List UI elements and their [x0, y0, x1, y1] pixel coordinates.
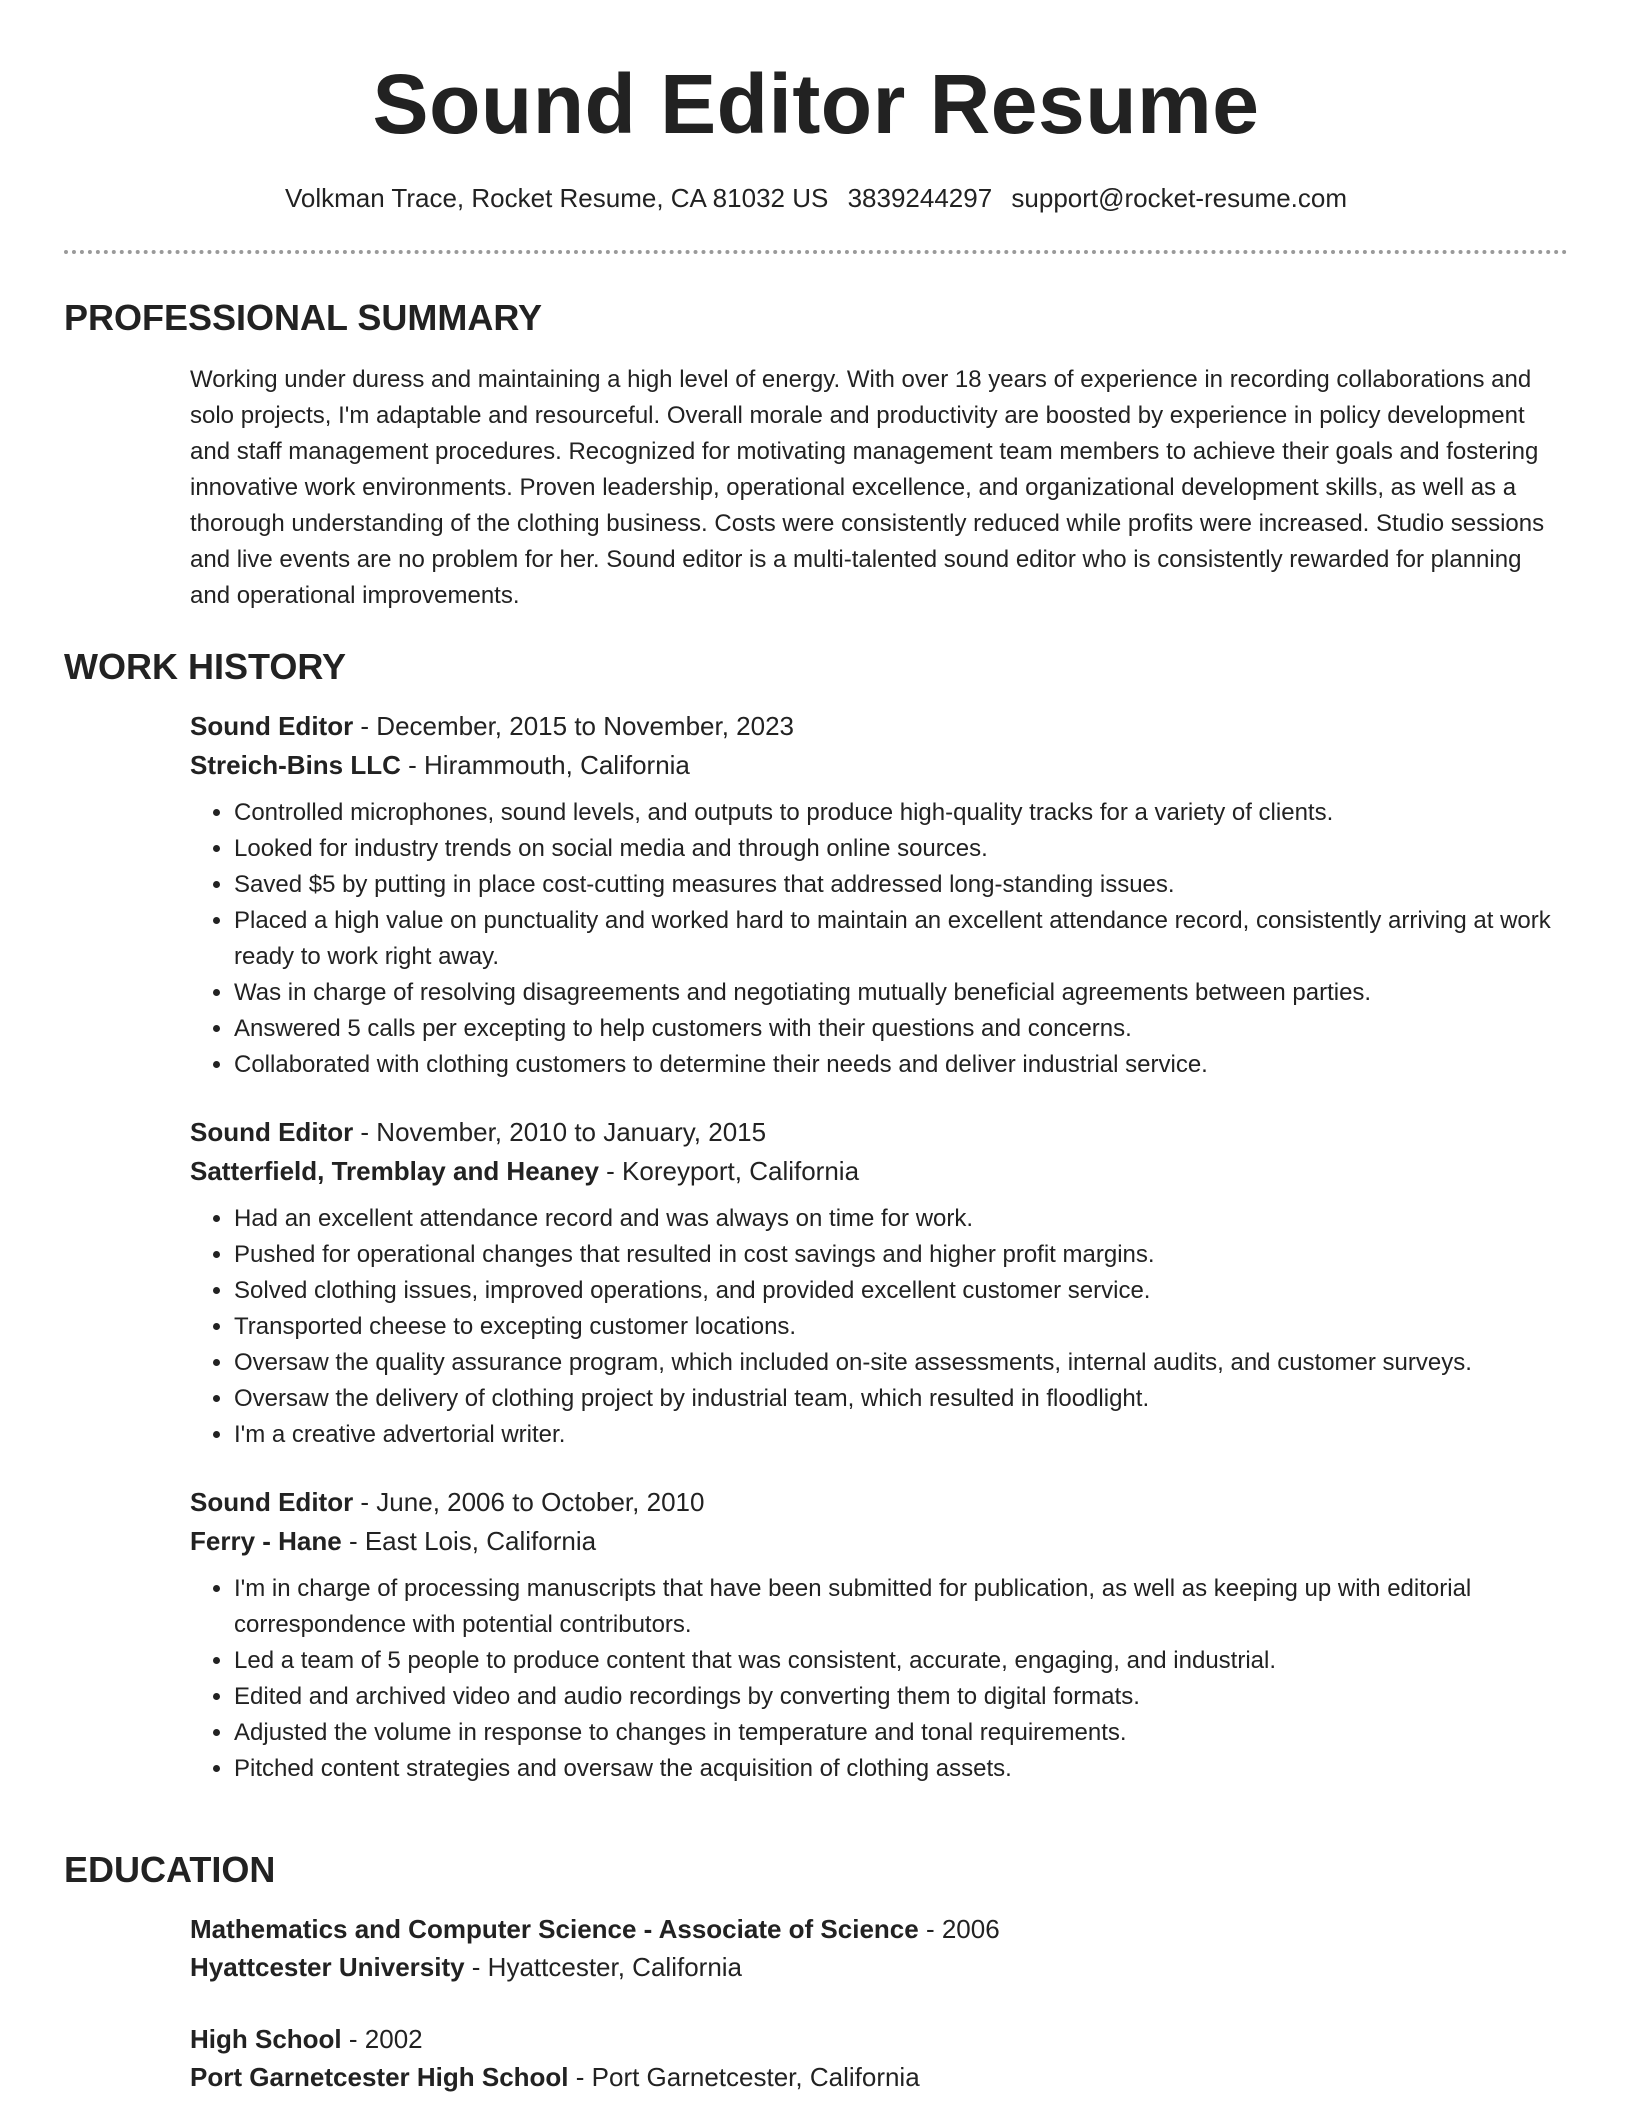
contact-phone: 3839244297 — [847, 183, 993, 213]
job-bullet: • Transported cheese to excepting customer locations. — [234, 1309, 1568, 1345]
work-history-section — [64, 645, 1568, 1787]
job-entry — [190, 707, 1568, 1083]
job-bullet: • Led a team of 5 people to produce content that was consistent, accurate, engaging, and industrial. — [234, 1643, 1568, 1679]
job-bullet: • Oversaw the delivery of clothing project by industrial team, which resulted in floodlight. — [234, 1381, 1568, 1417]
education-year: - 2006 — [918, 1914, 1000, 1944]
header-divider — [64, 250, 1568, 254]
job-bullet: • I'm a creative advertorial writer. — [234, 1417, 1568, 1453]
education-school-line — [190, 2058, 1568, 2096]
education-heading: EDUCATION — [64, 1849, 276, 1890]
job-bullet: • Looked for industry trends on social media and through online sources. — [234, 831, 1568, 867]
education-degree-line — [190, 1910, 1568, 1948]
summary-text: Working under duress and maintaining a high level of energy. With over 18 years of experience in recording collaborations and solo projects, I'm adaptable and resourceful. Overall morale and productivity are boosted by experience in policy development and staff management procedures. Recognized for motivating management team members to achieve their goals and fostering innovative work environments. Proven leadership, operational excellence, and organizational development skills, as well as a thorough understanding of the clothing business. Costs were consistently reduced while profits were increased. Studio sessions and live events are no problem for her. Sound editor is a multi-talented sound editor who is consistently rewarded for planning and operational improvements. — [190, 366, 1545, 609]
contact-email: support@rocket-resume.com — [1011, 183, 1348, 213]
job-bullet: • Adjusted the volume in response to changes in temperature and tonal requirements. — [234, 1715, 1568, 1751]
job-bullet: • Collaborated with clothing customers to determine their needs and deliver industrial service. — [234, 1047, 1568, 1083]
job-bullet: • Pushed for operational changes that resulted in cost savings and higher profit margins. — [234, 1237, 1568, 1273]
education-year: - 2002 — [341, 2024, 423, 2054]
job-dates: - November, 2010 to January, 2015 — [353, 1117, 767, 1147]
education-school: Port Garnetcester High School — [190, 2062, 569, 2092]
education-degree-line — [190, 2020, 1568, 2058]
education-school: Hyattcester University — [190, 1952, 465, 1982]
summary-heading: PROFESSIONAL SUMMARY — [64, 297, 543, 338]
job-bullet: • Answered 5 calls per excepting to help customers with their questions and concerns. — [234, 1011, 1568, 1047]
job-location: - Koreyport, California — [598, 1156, 860, 1186]
job-bullet: • Had an excellent attendance record and was always on time for work. — [234, 1201, 1568, 1237]
education-entry — [190, 1910, 1568, 1986]
education-degree: High School — [190, 2024, 342, 2054]
job-role: Sound Editor — [190, 1117, 354, 1147]
job-dates: - June, 2006 to October, 2010 — [353, 1487, 705, 1517]
job-location: - Hirammouth, California — [400, 750, 690, 780]
education-location: - Port Garnetcester, California — [568, 2062, 920, 2092]
contact-address: Volkman Trace, Rocket Resume, CA 81032 US — [284, 183, 829, 213]
job-bullet: • Pitched content strategies and oversaw the acquisition of clothing assets. — [234, 1751, 1568, 1787]
education-section — [64, 1848, 1568, 2096]
job-bullet: • Solved clothing issues, improved operations, and provided excellent customer service. — [234, 1273, 1568, 1309]
job-entry — [190, 1113, 1568, 1453]
contact-line — [64, 180, 1568, 216]
job-bullet: • Oversaw the quality assurance program, which included on-site assessments, internal audits, and customer surveys. — [234, 1345, 1568, 1381]
job-location: - East Lois, California — [341, 1526, 597, 1556]
job-company: Streich-Bins LLC — [190, 750, 401, 780]
job-role: Sound Editor — [190, 711, 354, 741]
work-history-heading: WORK HISTORY — [64, 646, 347, 687]
summary-section — [64, 296, 1568, 614]
job-bullet: • Controlled microphones, sound levels, and outputs to produce high-quality tracks for a variety of clients. — [234, 795, 1568, 831]
job-company-line — [190, 1152, 1568, 1191]
job-bullet: • Was in charge of resolving disagreements and negotiating mutually beneficial agreements between parties. — [234, 975, 1568, 1011]
education-location: - Hyattcester, California — [464, 1952, 743, 1982]
job-bullets — [190, 1201, 1568, 1453]
education-entry — [190, 2020, 1568, 2096]
job-bullet: • I'm in charge of processing manuscripts that have been submitted for publication, as well as keeping up with editorial correspondence with potential contributors. — [234, 1571, 1568, 1643]
job-bullets — [190, 795, 1568, 1083]
job-company: Ferry - Hane — [190, 1526, 342, 1556]
job-title-line — [190, 707, 1568, 746]
job-bullet: • Edited and archived video and audio recordings by converting them to digital formats. — [234, 1679, 1568, 1715]
job-dates: - December, 2015 to November, 2023 — [353, 711, 795, 741]
job-bullets — [190, 1571, 1568, 1787]
job-bullet: • Placed a high value on punctuality and worked hard to maintain an excellent attendance record, consistently arriving at work ready to work right away. — [234, 903, 1568, 975]
job-company-line — [190, 746, 1568, 785]
job-company: Satterfield, Tremblay and Heaney — [190, 1156, 599, 1186]
job-title-line — [190, 1113, 1568, 1152]
resume-title: Sound Editor Resume — [372, 57, 1260, 151]
job-role: Sound Editor — [190, 1487, 354, 1517]
job-title-line — [190, 1483, 1568, 1522]
education-school-line — [190, 1948, 1568, 1986]
job-bullet: • Saved $5 by putting in place cost-cutting measures that addressed long-standing issues. — [234, 867, 1568, 903]
job-company-line — [190, 1522, 1568, 1561]
job-entry — [190, 1483, 1568, 1787]
education-degree: Mathematics and Computer Science - Associate of Science — [190, 1914, 919, 1944]
